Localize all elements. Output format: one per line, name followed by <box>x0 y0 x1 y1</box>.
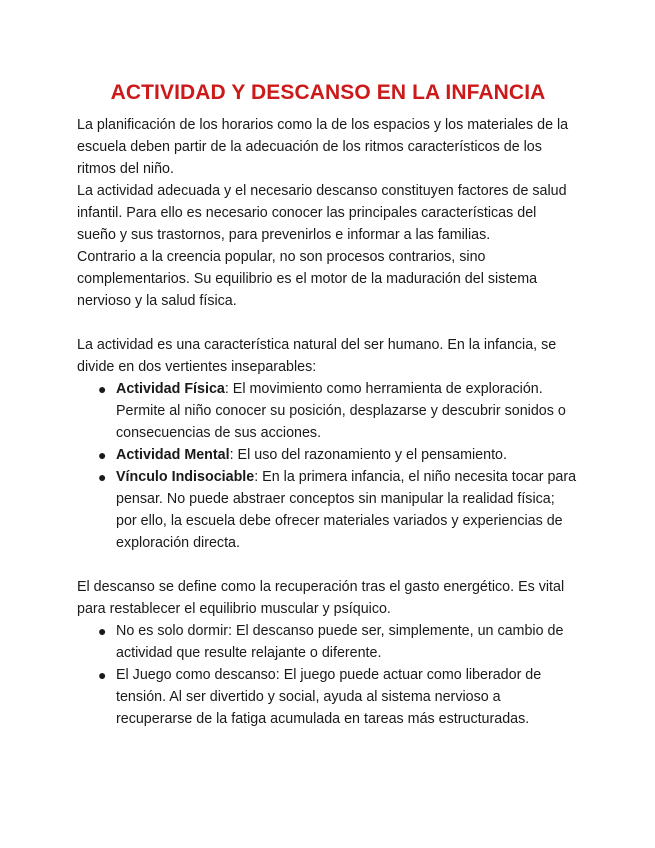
list-item-text: : En la primera infancia, el niño necesita tocar para pensar. No puede abstraer conceptos sin manipular la realidad física; por ello, la escuela debe ofrecer materiales variados y experiencias de exploración directa. <box>116 469 577 551</box>
intro-paragraph-2: La actividad adecuada y el necesario descanso constituyen factores de salud infantil. Para ello es necesario conocer las principales características del sueño y sus trastornos, para prevenirlos e informar a las familias. <box>77 183 567 243</box>
bullet-icon: ● <box>98 381 107 397</box>
list-item-text: No es solo dormir: El descanso puede ser, simplemente, un cambio de actividad que resulte relajante o diferente. <box>116 623 564 661</box>
list-item-term: Vínculo Indisociable <box>116 469 255 485</box>
list-item-juego-como-descanso <box>98 664 579 730</box>
bullet-icon: ● <box>98 667 107 683</box>
list-item-term: Actividad Física <box>116 381 225 397</box>
page-title: ACTIVIDAD Y DESCANSO EN LA INFANCIA <box>110 81 546 104</box>
spacer <box>77 312 579 334</box>
bullet-icon: ● <box>98 469 107 485</box>
spacer <box>77 554 579 576</box>
bullet-icon: ● <box>98 623 107 639</box>
activity-list <box>77 378 579 554</box>
activity-intro-paragraph: La actividad es una característica natural del ser humano. En la infancia, se divide en dos vertientes inseparables: <box>77 337 557 375</box>
list-item-text: : El movimiento como herramienta de exploración. Permite al niño conocer su posición, desplazarse y descubrir sonidos o consecuencias de sus acciones. <box>116 381 566 441</box>
bullet-icon: ● <box>98 447 107 463</box>
list-item-term: Actividad Mental <box>116 447 230 463</box>
list-item-actividad-mental <box>98 444 579 466</box>
document-page <box>77 78 579 730</box>
list-item-text: El Juego como descanso: El juego puede actuar como liberador de tensión. Al ser divertido y social, ayuda al sistema nervioso a recuperarse de la fatiga acumulada en tareas más estructuradas. <box>116 667 542 727</box>
rest-intro-paragraph: El descanso se define como la recuperación tras el gasto energético. Es vital para restablecer el equilibrio muscular y psíquico. <box>77 579 565 617</box>
rest-list <box>77 620 579 730</box>
list-item-no-es-solo-dormir <box>98 620 579 664</box>
list-item-actividad-fisica <box>98 378 579 444</box>
list-item-text: : El uso del razonamiento y el pensamiento. <box>229 447 507 463</box>
intro-paragraph-1: La planificación de los horarios como la de los espacios y los materiales de la escuela deben partir de la adecuación de los ritmos característicos de los ritmos del niño. <box>77 117 569 177</box>
list-item-vinculo-indisociable <box>98 466 579 554</box>
intro-paragraph-3: Contrario a la creencia popular, no son procesos contrarios, sino complementarios. Su equilibrio es el motor de la maduración del sistema nervioso y la salud física. <box>77 249 538 309</box>
